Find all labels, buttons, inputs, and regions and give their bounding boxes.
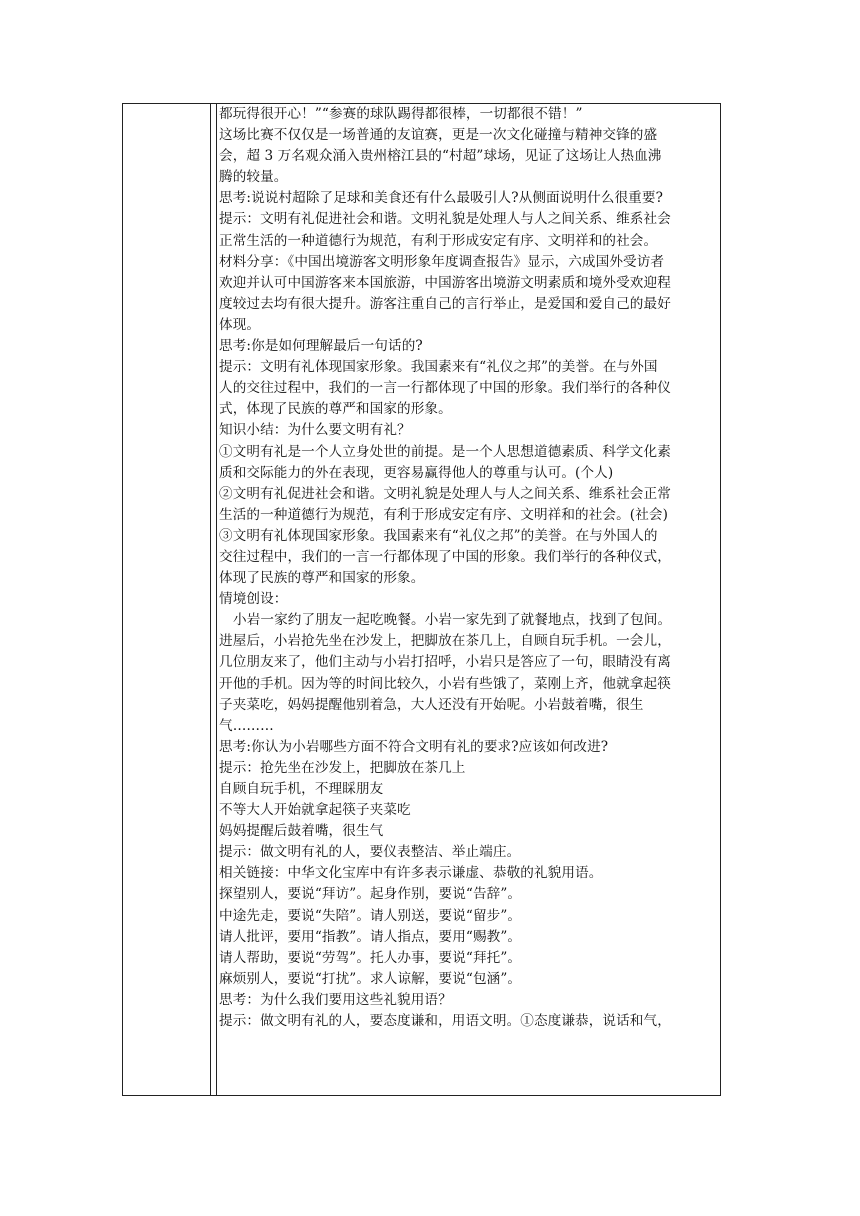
text-line: 会，超 3 万名观众涌入贵州榕江县的“村超”球场，见证了这场让人热血沸 (219, 148, 662, 165)
text-line: 体现了民族的尊严和国家的形象。 (219, 570, 425, 587)
column-divider-right (216, 104, 217, 1095)
text-line: 正常生活的一种道德行为规范，有利于形成安定有序、文明祥和的社会。 (219, 232, 658, 249)
text-line: 妈妈提醒后鼓着嘴，很生气 (219, 823, 384, 840)
text-line: 中途先走，要说“失陪”。请人别送，要说“留步”。 (219, 907, 522, 924)
text-line: 提示：文明有礼促进社会和谐。文明礼貌是处理人与人之间关系、维系社会 (219, 211, 671, 228)
text-line: 式，体现了民族的尊严和国家的形象。 (219, 401, 452, 418)
text-line: 材料分享：《中国出境游客文明形象年度调查报告》显示，六成国外受访者 (219, 253, 665, 270)
text-line: 气……… (219, 717, 274, 734)
text-line: 请人批评，要用“指教”。请人指点，要用“赐教”。 (219, 928, 522, 945)
text-line: 小岩一家约了朋友一起吃晚餐。小岩一家先到了就餐地点，找到了包间。 (233, 612, 672, 629)
text-line: 知识小结：为什么要文明有礼？ (219, 422, 411, 439)
text-line: 子夹菜吃，妈妈提醒他别着急，大人还没有开始呢。小岩鼓着嘴，很生 (219, 696, 644, 713)
text-line: 相关链接：中华文化宝库中有许多表示谦虚、恭敬的礼貌用语。 (219, 865, 603, 882)
text-line: 不等大人开始就拿起筷子夹菜吃 (219, 802, 411, 819)
text-line: 都玩得很开心！”“参赛的球队踢得都很棒，一切都很不错！” (219, 106, 583, 122)
text-line: 思考:说说村超除了足球和美食还有什么最吸引人?从侧面说明什么很重要? (219, 190, 663, 207)
text-line: 提示：文明有礼体现国家形象。我国素来有“礼仪之邦”的美誉。在与外国 (219, 359, 658, 376)
text-line: 进屋后，小岩抢先坐在沙发上，把脚放在茶几上，自顾自玩手机。一会儿， (219, 633, 671, 650)
text-line: 交往过程中，我们的一言一行都体现了中国的形象。我们举行的各种仪式， (219, 548, 671, 565)
text-line: 提示：做文明有礼的人，要仪表整洁、举止端庄。 (219, 844, 521, 861)
text-line: ②文明有礼促进社会和谐。文明礼貌是处理人与人之间关系、维系社会正常 (219, 485, 671, 502)
text-line: 体现。 (219, 316, 261, 333)
text-line: 这场比赛不仅仅是一场普通的友谊赛，更是一次文化碰撞与精神交锋的盛 (219, 127, 658, 144)
column-divider-left (210, 104, 211, 1095)
text-line: 腾的较量。 (219, 169, 288, 186)
text-line: 情境创设： (219, 591, 288, 608)
text-line: 请人帮助，要说“劳驾”。托人办事，要说“拜托”。 (219, 949, 522, 966)
content-cell (219, 104, 719, 1032)
text-line: 提示：抢先坐在沙发上，把脚放在茶几上 (219, 759, 466, 776)
text-line: 思考：为什么我们要用这些礼貌用语？ (219, 991, 452, 1008)
text-line: 麻烦别人，要说“打扰”。求人谅解，要说“包涵”。 (219, 970, 522, 987)
text-line: 人的交往过程中，我们的一言一行都体现了中国的形象。我们举行的各种仪 (219, 380, 671, 397)
text-line: ①文明有礼是一个人立身处世的前提。是一个人思想道德素质、科学文化素 (219, 443, 671, 460)
text-line: 质和交际能力的外在表现，更容易赢得他人的尊重与认可。(个人) (219, 464, 614, 481)
text-line: 度较过去均有很大提升。游客注重自己的言行举止，是爱国和爱自己的最好 (219, 295, 671, 312)
lesson-table (122, 103, 721, 1096)
text-line: 自顾自玩手机，不理睬朋友 (219, 781, 384, 797)
text-line: 思考:你认为小岩哪些方面不符合文明有礼的要求?应该如何改进? (219, 738, 609, 755)
text-line: 思考:你是如何理解最后一句话的? (219, 338, 423, 355)
text-line: ③文明有礼体现国家形象。我国素来有“礼仪之邦”的美誉。在与外国人的 (219, 527, 658, 544)
text-line: 生活的一种道德行为规范，有利于形成安定有序、文明祥和的社会。(社会) (219, 506, 669, 523)
text-line: 几位朋友来了，他们主动与小岩打招呼，小岩只是答应了一句，眼睛没有离 (219, 654, 671, 671)
text-line: 开他的手机。因为等的时间比较久，小岩有些饿了，菜刚上齐，他就拿起筷 (219, 675, 671, 692)
text-line: 提示：做文明有礼的人，要态度谦和，用语文明。①态度谦恭，说话和气， (219, 1013, 671, 1030)
text-line: 欢迎并认可中国游客来本国旅游，中国游客出境游文明素质和境外受欢迎程 (219, 274, 671, 291)
text-line: 探望别人，要说“拜访”。起身作别，要说“告辞”。 (219, 886, 522, 903)
